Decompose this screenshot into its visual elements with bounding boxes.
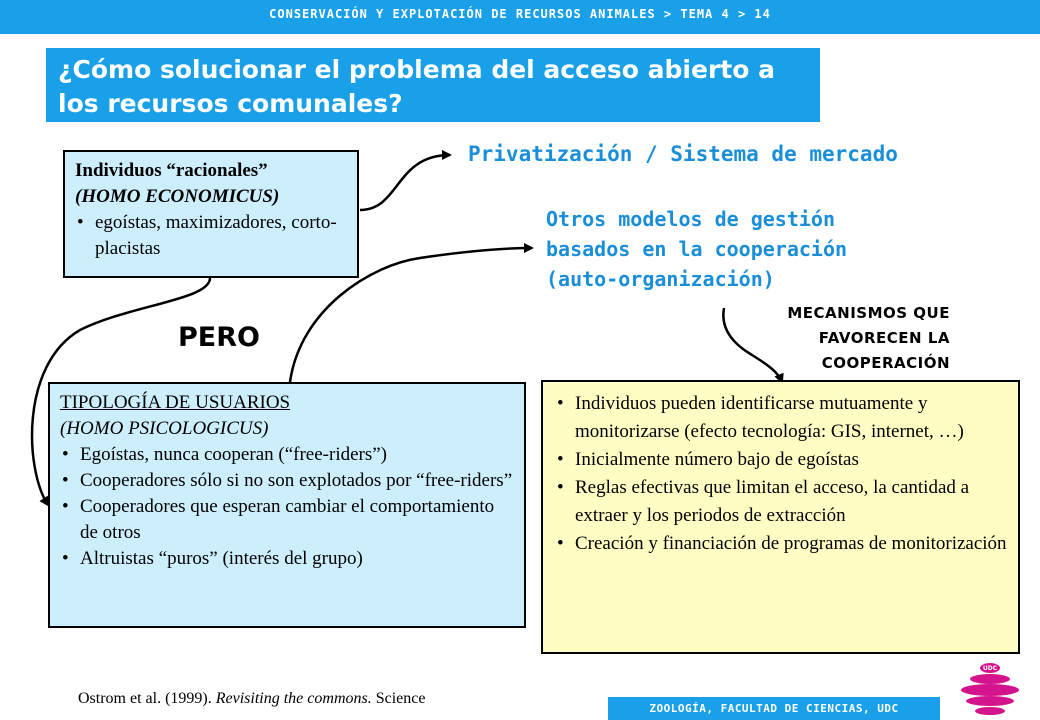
otros-modelos-line2: basados en la cooperación xyxy=(546,237,848,261)
citation-authors: Ostrom et al. (1999). xyxy=(78,690,212,707)
box-heading: Individuos “racionales” xyxy=(75,160,268,181)
pero-label: PERO xyxy=(178,322,260,353)
list-item: • Individuos pueden identificarse mutuamente y monitorizarse (efecto tecnología: GIS, internet, …) xyxy=(555,390,1008,446)
list-item: • Altruistas “puros” (interés del grupo) xyxy=(60,546,514,572)
list-item: • Cooperadores sólo si no son explotados por “free-riders” xyxy=(60,468,514,494)
otros-modelos-line1: Otros modelos de gestión xyxy=(546,207,835,231)
list-item: • Inicialmente número bajo de egoístas xyxy=(555,446,1008,474)
list-item: • Reglas efectivas que limitan el acceso, la cantidad a extraer y los periodos de extracción xyxy=(555,474,1008,530)
list-item: • Cooperadores que esperan cambiar el comportamiento de otros xyxy=(60,494,514,546)
citation-journal: Science xyxy=(375,690,426,707)
privatizacion-label: Privatización / Sistema de mercado xyxy=(468,142,898,166)
udc-logo-icon xyxy=(958,660,1022,720)
mecanismos-line2: FAVORECEN LA xyxy=(818,329,950,347)
tipologia-box xyxy=(48,382,526,628)
citation xyxy=(78,690,425,708)
logo-text: UDC xyxy=(982,665,998,672)
list-item: • egoístas, maximizadores, corto-placistas xyxy=(75,210,347,262)
otros-modelos-line3: (auto-organización) xyxy=(546,267,775,291)
list-item: • Creación y financiación de programas de monitorización xyxy=(555,530,1008,558)
arrow-to-privatizacion xyxy=(360,155,450,210)
otros-modelos-label xyxy=(546,204,847,294)
slide-title: ¿Cómo solucionar el problema del acceso abierto a los recursos comunales? xyxy=(46,48,820,122)
mecanismos-line3: COOPERACIÓN xyxy=(821,354,950,372)
breadcrumb: CONSERVACIÓN Y EXPLOTACIÓN DE RECURSOS ANIMALES > TEMA 4 > 14 xyxy=(0,0,1040,34)
footer: ZOOLOGÍA, FACULTAD DE CIENCIAS, UDC xyxy=(608,697,940,720)
box-subheading: (HOMO ECONOMICUS) xyxy=(75,186,280,207)
mecanismos-label xyxy=(700,301,950,376)
mecanismos-line1: MECANISMOS QUE xyxy=(787,304,950,322)
citation-work: Revisiting the commons. xyxy=(215,690,372,707)
mecanismos-box xyxy=(541,380,1020,654)
box-heading: TIPOLOGÍA DE USUARIOS xyxy=(60,392,291,413)
box-subheading: (HOMO PSICOLOGICUS) xyxy=(60,418,269,439)
list-item: • Egoístas, nunca cooperan (“free-riders”) xyxy=(60,442,514,468)
homo-economicus-box xyxy=(63,150,359,278)
